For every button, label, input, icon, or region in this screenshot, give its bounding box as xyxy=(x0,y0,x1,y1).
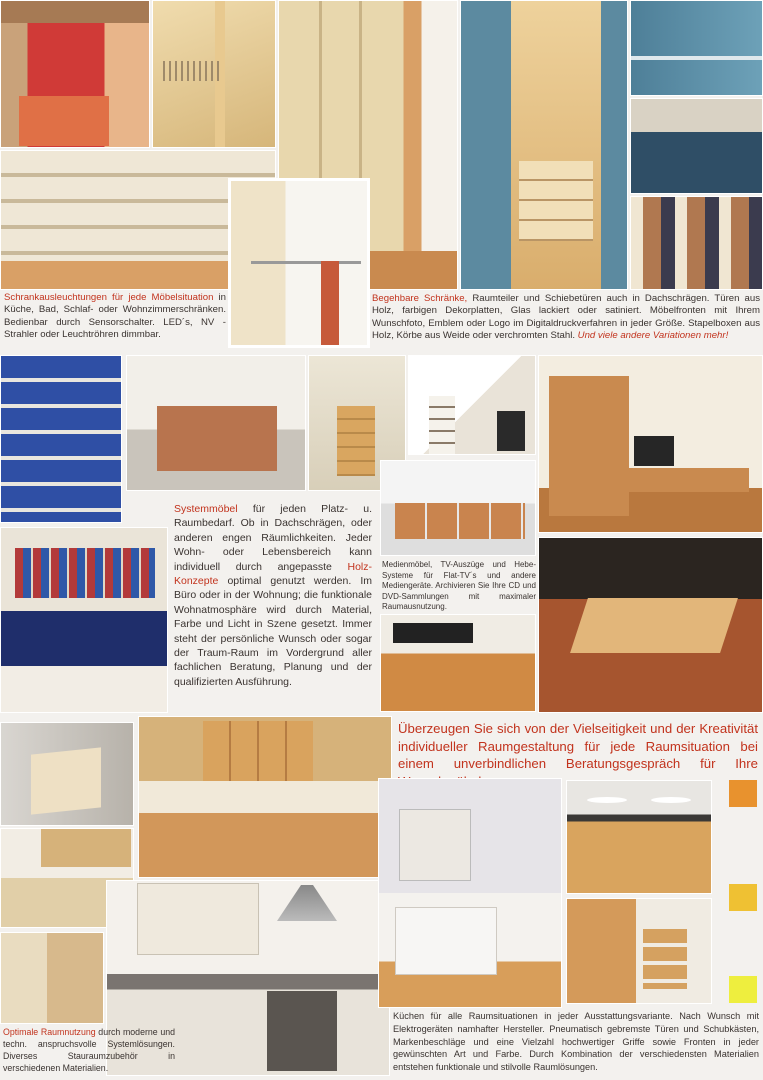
lime-color-square xyxy=(729,976,757,1003)
walk-in-caption-italic: Und viele andere Variationen mehr! xyxy=(577,330,729,342)
headline: Überzeugen Sie sich von der Vielseitigkeit und der Kreativität individueller Raumgestaltung für jede Raumsituation bei einem unverbindlichen Beratungsgespräch für Ihre xyxy=(398,721,758,771)
photo-blue-wardrobe xyxy=(630,0,763,96)
photo-kitchen-island xyxy=(378,778,562,1008)
photo-attic-shelves xyxy=(408,355,536,455)
photo-lit-wardrobe xyxy=(630,98,763,194)
photo-bathroom-vanity xyxy=(566,780,712,894)
kitchen-caption: Küchen für alle Raumsituationen in jeder Ausstattungsvariante. Nach Wunsch mit Elektrogeräten namhafter Hersteller. Pneumatisch gebremste Türen und Schubkästen, Markenbeschläge und eine Vielzahl hochwertiger Griffe sowie Fronten in jeder gewünschten Art und Farbe. Durch Kombination der verschiedensten Materialien entstehen funktionale und stilvolle Raumlösungen. xyxy=(393,1011,759,1073)
system-furniture-part1: für jeden Platz- u. Raumbedarf. Ob in Dachschrägen, oder anderen engen Räumlichkeiten. Jeder Wohn- oder Lebensbereich kann individuell durch angepasste xyxy=(174,503,372,573)
photo-kitchen-wood xyxy=(138,716,392,878)
photo-walk-in-closet xyxy=(630,196,763,290)
storage-caption-highlight: Optimale Raumnutzung xyxy=(3,1027,96,1037)
system-furniture-part2: optimal genutzt werden. Im Büro oder in der Wohnung; die funktionale Wohnatmosphäre wird durch Material, Farbe und Licht in Szene gesetzt. Immer steht der persönliche Wunsch oder sogar der Traum-Raum im Vordergrund aller fachlichen Beratung, Planung und der qualifizierten Ausführung. xyxy=(174,575,372,688)
photo-white-sideboard xyxy=(380,460,536,556)
storage-caption-text: durch moderne und techn. anspruchsvolle Systemlösungen. Diverses Stauraumzubehör in verschiedenen Materialien. xyxy=(3,1027,176,1073)
walk-in-caption xyxy=(372,293,760,343)
photo-open-wardrobe xyxy=(228,178,370,348)
storage-caption xyxy=(3,1026,175,1074)
photo-shelf-system-blue xyxy=(0,527,168,713)
photo-dining-table xyxy=(538,537,763,713)
system-furniture-text xyxy=(174,502,372,689)
orange-color-square xyxy=(729,780,757,807)
photo-reception-desk xyxy=(126,355,306,491)
photo-living-wall-unit xyxy=(538,355,763,533)
photo-shelf-rack xyxy=(152,0,276,148)
photo-bedroom-red-wardrobe xyxy=(0,0,150,148)
walk-in-caption-text: Raumteiler und Schiebetüren auch in Dachschrägen. Türen aus Holz, farbigen Dekorplatten, Glas lackiert oder satiniert. Möbelfronten mit Ihrem Wunschfoto, Emblem oder Logo im Digitaldruckverfahren in jeder Größe. Stapelboxen aus Holz, Körbe aus Weide oder verchromten Stahl. xyxy=(372,293,760,342)
media-furniture-caption: Medienmöbel, TV-Auszüge und Hebe-Systeme für Flat-TV´s und andere Mediengeräte. Archivieren Sie Ihre CD und DVD-Sammlungen mit maximaler Raumausnutzung. xyxy=(382,560,536,612)
lighting-caption-text: in Küche, Bad, Schlaf- oder Wohnzimmerschränken. Bedienbar durch Sensorschalter. LED´s, NV - Strahler oder Leuchtröhren dimmbar. xyxy=(4,292,226,341)
photo-sliding-door-closet xyxy=(460,0,628,290)
photo-wooden-drawer xyxy=(0,722,134,826)
photo-tv-shelf xyxy=(380,614,536,712)
wood-concepts-term: Holz-Konzepte xyxy=(174,560,372,588)
walk-in-caption-highlight: Begehbare Schränke, xyxy=(372,293,468,304)
photo-office-shelves xyxy=(0,355,122,523)
yellow-color-square xyxy=(729,884,757,911)
lighting-caption-highlight: Schrankausleuchtungen für jede Möbelsituation xyxy=(4,292,214,303)
lighting-caption xyxy=(4,292,226,342)
system-furniture-highlight: Systemmöbel xyxy=(174,503,238,515)
photo-bathroom-cabinet xyxy=(566,898,712,1004)
photo-pull-out-storage xyxy=(0,932,104,1024)
